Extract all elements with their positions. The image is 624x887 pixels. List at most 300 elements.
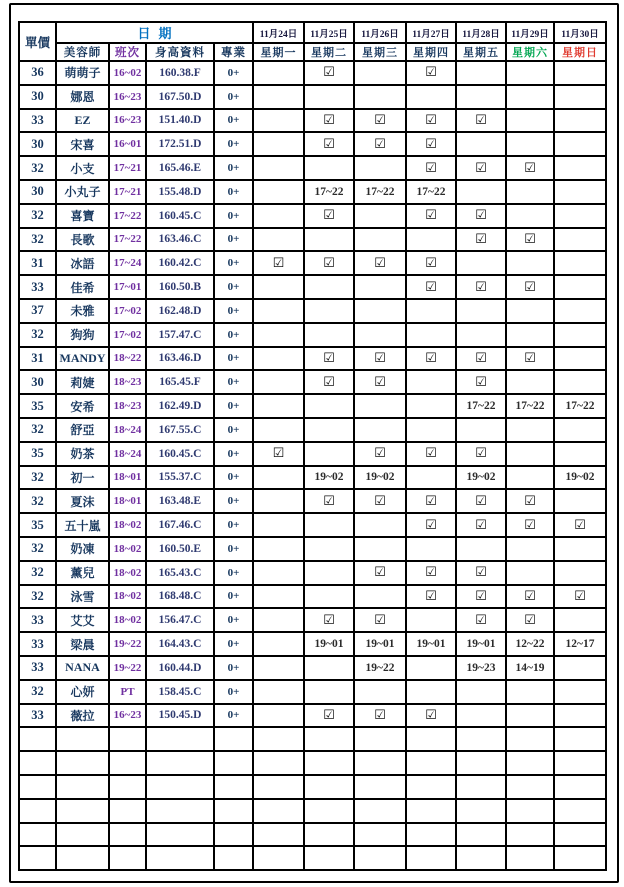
schedule-cell (354, 513, 406, 537)
profile-cell: 155.48.D (146, 180, 214, 204)
schedule-cell: 17~22 (554, 394, 606, 418)
price-cell: 30 (19, 180, 56, 204)
shift-cell: 16~23 (109, 109, 146, 133)
date-cell-7: 11月30日 (554, 22, 606, 43)
profile-cell: 163.48.E (146, 489, 214, 513)
empty-cell (456, 823, 506, 847)
schedule-cell (506, 585, 554, 609)
empty-cell (456, 727, 506, 751)
checked-checkbox-icon: ☑ (475, 208, 487, 224)
date-cell-3: 11月26日 (354, 22, 406, 43)
shift-cell: 18~23 (109, 370, 146, 394)
specialty-cell: 0+ (214, 489, 253, 513)
weekday-cell-7: 星期日 (554, 43, 606, 61)
profile-cell: 160.42.C (146, 251, 214, 275)
specialty-cell: 0+ (214, 323, 253, 347)
schedule-cell (354, 370, 406, 394)
empty-cell (109, 799, 146, 823)
schedule-cell (506, 132, 554, 156)
checked-checkbox-icon: ☑ (524, 517, 536, 533)
specialty-cell: 0+ (214, 394, 253, 418)
schedule-cell (506, 704, 554, 728)
shift-cell: 18~02 (109, 608, 146, 632)
schedule-cell (354, 704, 406, 728)
schedule-cell (253, 347, 304, 371)
table-row (19, 418, 606, 442)
date-cell-6: 11月29日 (506, 22, 554, 43)
empty-cell (304, 751, 354, 775)
schedule-cell (406, 489, 456, 513)
staff-name-cell: 奶茶 (56, 442, 109, 466)
staff-name-cell: 娜恩 (56, 85, 109, 109)
schedule-cell (253, 608, 304, 632)
schedule-cell: 19~23 (456, 656, 506, 680)
shift-cell: PT (109, 680, 146, 704)
schedule-cell (354, 394, 406, 418)
schedule-cell (506, 251, 554, 275)
schedule-cell (253, 561, 304, 585)
specialty-cell: 0+ (214, 704, 253, 728)
shift-header: 班次 (109, 43, 146, 61)
shift-cell: 18~24 (109, 442, 146, 466)
staff-name-cell: 艾艾 (56, 608, 109, 632)
empty-cell (253, 823, 304, 847)
schedule-cell (554, 680, 606, 704)
empty-cell (406, 775, 456, 799)
price-cell: 30 (19, 132, 56, 156)
schedule-cell: 17~22 (506, 394, 554, 418)
price-cell: 32 (19, 680, 56, 704)
empty-cell (214, 775, 253, 799)
empty-cell (304, 775, 354, 799)
checked-checkbox-icon: ☑ (425, 279, 437, 295)
schedule-cell (456, 299, 506, 323)
checked-checkbox-icon: ☑ (475, 493, 487, 509)
schedule-cell (456, 704, 506, 728)
profile-cell: 167.46.C (146, 513, 214, 537)
specialty-cell: 0+ (214, 608, 253, 632)
empty-cell (214, 823, 253, 847)
schedule-cell (304, 132, 354, 156)
schedule-cell (506, 370, 554, 394)
empty-cell (456, 846, 506, 870)
checked-checkbox-icon: ☑ (524, 612, 536, 628)
staff-header: 美容師 (56, 43, 109, 61)
price-cell: 30 (19, 370, 56, 394)
schedule-cell (506, 85, 554, 109)
schedule-cell (506, 513, 554, 537)
checked-checkbox-icon: ☑ (475, 565, 487, 581)
schedule-cell (554, 228, 606, 252)
table-row (19, 394, 606, 418)
profile-cell: 165.45.F (146, 370, 214, 394)
schedule-cell (506, 61, 554, 85)
empty-cell (109, 823, 146, 847)
schedule-cell: 19~02 (554, 466, 606, 490)
schedule-cell: 19~02 (354, 466, 406, 490)
schedule-cell (506, 109, 554, 133)
schedule-cell (304, 704, 354, 728)
schedule-cell (406, 228, 456, 252)
schedule-cell (554, 370, 606, 394)
table-row (19, 585, 606, 609)
profile-cell: 158.45.C (146, 680, 214, 704)
empty-cell (304, 799, 354, 823)
specialty-cell: 0+ (214, 180, 253, 204)
checked-checkbox-icon: ☑ (374, 350, 386, 366)
schedule-cell (304, 347, 354, 371)
schedule-cell (354, 85, 406, 109)
empty-cell (56, 727, 109, 751)
schedule-cell (506, 680, 554, 704)
schedule-cell (304, 608, 354, 632)
date-cell-1: 11月24日 (253, 22, 304, 43)
weekday-cell-1: 星期一 (253, 43, 304, 61)
profile-cell: 163.46.C (146, 228, 214, 252)
specialty-cell: 0+ (214, 656, 253, 680)
empty-cell (214, 751, 253, 775)
checked-checkbox-icon: ☑ (323, 65, 335, 81)
schedule-cell: 19~01 (304, 632, 354, 656)
schedule-cell (554, 180, 606, 204)
checked-checkbox-icon: ☑ (475, 279, 487, 295)
schedule-cell (506, 275, 554, 299)
profile-cell: 156.47.C (146, 608, 214, 632)
schedule-cell (304, 585, 354, 609)
schedule-cell (253, 442, 304, 466)
specialty-cell: 0+ (214, 680, 253, 704)
staff-name-cell: 小丸子 (56, 180, 109, 204)
schedule-cell (456, 180, 506, 204)
schedule-cell (354, 537, 406, 561)
schedule-cell (406, 394, 456, 418)
schedule-cell (406, 323, 456, 347)
schedule-cell (456, 513, 506, 537)
schedule-cell (253, 109, 304, 133)
date-cell-2: 11月25日 (304, 22, 354, 43)
schedule-cell (354, 228, 406, 252)
schedule-cell (456, 251, 506, 275)
table-row (19, 132, 606, 156)
schedule-cell (456, 109, 506, 133)
schedule-cell: 19~01 (354, 632, 406, 656)
staff-name-cell: 五十嵐 (56, 513, 109, 537)
schedule-cell: 14~19 (506, 656, 554, 680)
schedule-cell (456, 275, 506, 299)
schedule-cell (406, 275, 456, 299)
schedule-cell (354, 132, 406, 156)
empty-cell (19, 823, 56, 847)
empty-cell (506, 799, 554, 823)
schedule-cell (554, 585, 606, 609)
specialty-cell: 0+ (214, 228, 253, 252)
schedule-cell (304, 656, 354, 680)
profile-cell: 163.46.D (146, 347, 214, 371)
empty-row (19, 751, 606, 775)
schedule-cell (506, 299, 554, 323)
schedule-cell (354, 418, 406, 442)
shift-cell: 17~21 (109, 156, 146, 180)
schedule-cell (506, 156, 554, 180)
table-row (19, 204, 606, 228)
staff-name-cell: 初一 (56, 466, 109, 490)
empty-cell (253, 775, 304, 799)
empty-cell (56, 799, 109, 823)
profile-cell: 160.38.F (146, 61, 214, 85)
staff-name-cell: 喜寶 (56, 204, 109, 228)
schedule-cell (456, 585, 506, 609)
schedule-cell (406, 704, 456, 728)
specialty-cell: 0+ (214, 585, 253, 609)
checked-checkbox-icon: ☑ (524, 279, 536, 295)
table-row (19, 156, 606, 180)
schedule-cell: 19~22 (354, 656, 406, 680)
empty-cell (354, 799, 406, 823)
empty-cell (456, 799, 506, 823)
table-row (19, 299, 606, 323)
schedule-cell (506, 204, 554, 228)
table-row (19, 680, 606, 704)
empty-cell (56, 751, 109, 775)
empty-cell (406, 823, 456, 847)
weekday-cell-3: 星期三 (354, 43, 406, 61)
specialty-cell: 0+ (214, 418, 253, 442)
checked-checkbox-icon: ☑ (374, 565, 386, 581)
shift-cell: 18~24 (109, 418, 146, 442)
schedule-cell (554, 561, 606, 585)
date-header: 日期 (56, 22, 253, 43)
schedule-cell (554, 704, 606, 728)
schedule-cell (253, 323, 304, 347)
schedule-cell (354, 323, 406, 347)
schedule-cell (406, 370, 456, 394)
checked-checkbox-icon: ☑ (574, 517, 586, 533)
empty-cell (406, 727, 456, 751)
empty-cell (354, 727, 406, 751)
checked-checkbox-icon: ☑ (374, 612, 386, 628)
empty-row (19, 846, 606, 870)
weekday-cell-5: 星期五 (456, 43, 506, 61)
shift-cell: 17~22 (109, 204, 146, 228)
schedule-cell (253, 61, 304, 85)
staff-name-cell: 舒亞 (56, 418, 109, 442)
schedule-cell: 17~22 (406, 180, 456, 204)
schedule-cell (304, 299, 354, 323)
checked-checkbox-icon: ☑ (374, 255, 386, 271)
schedule-cell (456, 608, 506, 632)
checked-checkbox-icon: ☑ (475, 612, 487, 628)
schedule-cell (456, 680, 506, 704)
schedule-cell (304, 323, 354, 347)
checked-checkbox-icon: ☑ (475, 588, 487, 604)
schedule-cell (253, 251, 304, 275)
schedule-cell (406, 513, 456, 537)
table-row (19, 608, 606, 632)
specialty-cell: 0+ (214, 204, 253, 228)
checked-checkbox-icon: ☑ (374, 707, 386, 723)
profile-cell: 160.50.E (146, 537, 214, 561)
specialty-cell: 0+ (214, 537, 253, 561)
schedule-cell (406, 132, 456, 156)
schedule-cell (253, 489, 304, 513)
table-row (19, 323, 606, 347)
schedule-cell (554, 85, 606, 109)
staff-name-cell: 狗狗 (56, 323, 109, 347)
empty-cell (146, 799, 214, 823)
schedule-cell (554, 275, 606, 299)
table-row (19, 656, 606, 680)
checked-checkbox-icon: ☑ (524, 231, 536, 247)
empty-cell (554, 799, 606, 823)
schedule-cell (304, 228, 354, 252)
staff-name-cell: 薇拉 (56, 704, 109, 728)
checked-checkbox-icon: ☑ (475, 374, 487, 390)
schedule-cell (506, 228, 554, 252)
schedule-cell (304, 394, 354, 418)
schedule-cell (253, 85, 304, 109)
checked-checkbox-icon: ☑ (475, 517, 487, 533)
schedule-cell (304, 275, 354, 299)
schedule-cell (406, 85, 456, 109)
empty-cell (109, 775, 146, 799)
shift-cell: 18~01 (109, 489, 146, 513)
schedule-cell (554, 656, 606, 680)
schedule-cell (304, 109, 354, 133)
empty-cell (109, 846, 146, 870)
price-cell: 33 (19, 608, 56, 632)
schedule-cell (304, 156, 354, 180)
empty-cell (253, 727, 304, 751)
schedule-cell (554, 442, 606, 466)
staff-name-cell: 未雅 (56, 299, 109, 323)
table-row (19, 251, 606, 275)
schedule-cell (354, 680, 406, 704)
checked-checkbox-icon: ☑ (323, 208, 335, 224)
empty-cell (554, 727, 606, 751)
empty-cell (19, 846, 56, 870)
staff-name-cell: 薰兒 (56, 561, 109, 585)
price-cell: 32 (19, 585, 56, 609)
checked-checkbox-icon: ☑ (374, 374, 386, 390)
checked-checkbox-icon: ☑ (524, 493, 536, 509)
profile-cell: 160.44.D (146, 656, 214, 680)
table-row (19, 632, 606, 656)
price-cell: 31 (19, 347, 56, 371)
price-cell: 32 (19, 466, 56, 490)
empty-cell (253, 846, 304, 870)
schedule-cell (456, 537, 506, 561)
table-row (19, 109, 606, 133)
schedule-cell (354, 156, 406, 180)
schedule-cell (554, 323, 606, 347)
schedule-cell (554, 61, 606, 85)
empty-cell (214, 727, 253, 751)
checked-checkbox-icon: ☑ (524, 350, 536, 366)
checked-checkbox-icon: ☑ (425, 255, 437, 271)
empty-cell (56, 775, 109, 799)
schedule-cell (354, 61, 406, 85)
checked-checkbox-icon: ☑ (374, 112, 386, 128)
checked-checkbox-icon: ☑ (425, 588, 437, 604)
specialty-cell: 0+ (214, 109, 253, 133)
schedule-cell (456, 228, 506, 252)
table-row (19, 370, 606, 394)
empty-cell (506, 727, 554, 751)
schedule-cell (253, 132, 304, 156)
checked-checkbox-icon: ☑ (323, 493, 335, 509)
schedule-cell (253, 228, 304, 252)
checked-checkbox-icon: ☑ (323, 255, 335, 271)
empty-cell (56, 846, 109, 870)
empty-cell (304, 846, 354, 870)
schedule-cell (253, 394, 304, 418)
weekday-cell-6: 星期六 (506, 43, 554, 61)
schedule-cell (506, 489, 554, 513)
schedule-cell (456, 132, 506, 156)
empty-cell (554, 775, 606, 799)
table-row (19, 561, 606, 585)
shift-cell: 17~01 (109, 275, 146, 299)
empty-cell (214, 846, 253, 870)
schedule-cell (354, 109, 406, 133)
empty-row (19, 799, 606, 823)
schedule-cell (304, 418, 354, 442)
price-cell: 32 (19, 323, 56, 347)
price-cell: 32 (19, 489, 56, 513)
shift-cell: 18~01 (109, 466, 146, 490)
empty-cell (109, 727, 146, 751)
schedule-cell (406, 347, 456, 371)
date-cell-5: 11月28日 (456, 22, 506, 43)
empty-cell (354, 823, 406, 847)
table-row (19, 347, 606, 371)
schedule-cell (406, 299, 456, 323)
profile-cell: 167.55.C (146, 418, 214, 442)
schedule-cell (304, 251, 354, 275)
schedule-cell: 12~22 (506, 632, 554, 656)
staff-name-cell: 宋喜 (56, 132, 109, 156)
checked-checkbox-icon: ☑ (475, 160, 487, 176)
shift-cell: 17~02 (109, 323, 146, 347)
shift-cell: 17~21 (109, 180, 146, 204)
schedule-cell (554, 418, 606, 442)
profile-cell: 155.37.C (146, 466, 214, 490)
empty-cell (146, 846, 214, 870)
table-row (19, 228, 606, 252)
schedule-cell (253, 466, 304, 490)
price-cell: 33 (19, 656, 56, 680)
schedule-cell (456, 204, 506, 228)
checked-checkbox-icon: ☑ (425, 517, 437, 533)
checked-checkbox-icon: ☑ (374, 446, 386, 462)
schedule-cell (253, 180, 304, 204)
empty-cell (146, 775, 214, 799)
schedule-cell: 12~17 (554, 632, 606, 656)
price-cell: 33 (19, 632, 56, 656)
schedule-cell (354, 251, 406, 275)
checked-checkbox-icon: ☑ (272, 255, 285, 271)
schedule-cell: 19~02 (304, 466, 354, 490)
schedule-cell (554, 489, 606, 513)
price-cell: 32 (19, 204, 56, 228)
shift-cell: 18~22 (109, 347, 146, 371)
checked-checkbox-icon: ☑ (323, 112, 335, 128)
schedule-cell (354, 299, 406, 323)
table-row (19, 466, 606, 490)
schedule-cell (304, 561, 354, 585)
profile-cell: 172.51.D (146, 132, 214, 156)
price-cell: 33 (19, 109, 56, 133)
